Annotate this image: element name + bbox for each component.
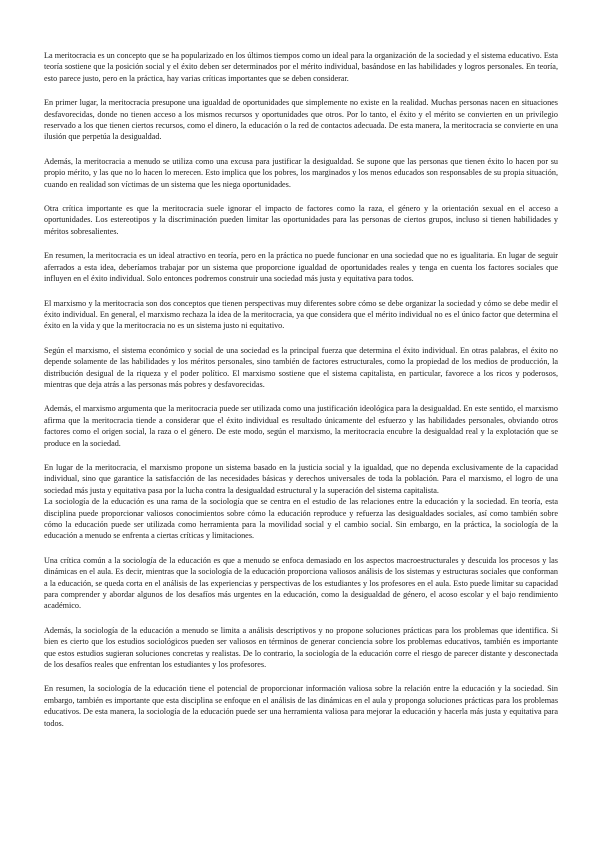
paragraph-justificacion-ideologica: Además, el marxismo argumenta que la meritocracia puede ser utilizada como una justificación ideológica para la desigualdad. En este sentido, el marxismo afirma que la meritocracia tiende a considerar que el éxito individual es resultado únicamente del esfuerzo y las habilidades personales, obviando otros factores como el origen social, la raza o el género. De este modo, según el marxismo, la meritocracia encubre la desigualdad real y la explotación que se produce en la sociedad. bbox=[44, 404, 558, 448]
paragraph-resumen-meritocracia: En resumen, la meritocracia es un ideal atractivo en teoría, pero en la práctica no puede funcionar en una sociedad que no es igualitaria. En lugar de seguir aferrados a esta idea, deberíamos trabajar por un sistema que proporcione igualdad de oportunidades reales y tenga en cuenta los factores sociales que influyen en el éxito individual. Solo entonces podremos construir una sociedad más justa y equitativa para todos. bbox=[44, 251, 558, 284]
paragraph-marxismo-meritocracia: El marxismo y la meritocracia son dos conceptos que tienen perspectivas muy diferentes sobre cómo se debe organizar la sociedad y cómo se debe medir el éxito individual. En general, el marxismo rechaza la idea de la meritocracia, ya que considera que el mérito individual no es el único factor que determina el éxito en la vida y que la meritocracia no es un sistema justo ni equitativo. bbox=[44, 298, 558, 331]
paragraph-igualdad-oportunidades: En primer lugar, la meritocracia presupone una igualdad de oportunidades que simplemente no existe en la realidad. Muchas personas nacen en situaciones desfavorecidas, donde no tienen acceso a los mismos recursos y oportunidades que otros. Por lo tanto, el éxito y el mérito se convierten en un privilegio reservado a los que tienen ciertos recursos, como el dinero, la educación o la red de contactos adecuada. De esta manera, la meritocracia se convierte en una ilusión que perpetúa la desigualdad. bbox=[44, 98, 558, 142]
paragraph-sociologia-educacion: La sociología de la educación es una rama de la sociología que se centra en el estudio de las relaciones entre la educación y la sociedad. En teoría, esta disciplina puede proporcionar valiosos conocimientos sobre cómo la educación reproduce y refuerza las desigualdades sociales, así como también sobre cómo la educación puede ser utilizada como herramienta para la movilidad social y el cambio social. Sin embargo, en la práctica, la sociología de la educación a menudo se enfrenta a ciertas críticas y limitaciones. bbox=[44, 497, 558, 541]
paragraph-meritocracia-intro: La meritocracia es un concepto que se ha popularizado en los últimos tiempos como un ideal para la organización de la sociedad y el sistema educativo. Esta teoría sostiene que la posición social y el éxito deben ser determinados por el mérito individual, basándose en las habilidades y logros personales. En teoría, esto parece justo, pero en la práctica, hay varias críticas importantes que se deben considerar. bbox=[44, 51, 558, 83]
paragraph-resumen-sociologia: En resumen, la sociología de la educación tiene el potencial de proporcionar información valiosa sobre la relación entre la educación y la sociedad. Sin embargo, también es importante que esta disciplina se enfoque en el análisis de las dinámicas en el aula y proponga soluciones prácticas para los problemas educativos. De esta manera, la sociología de la educación puede ser una herramienta valiosa para mejorar la educación y hacerla más justa y equitativa para todos. bbox=[44, 684, 558, 728]
document-body bbox=[44, 50, 558, 742]
paragraph-excusa-desigualdad: Además, la meritocracia a menudo se utiliza como una excusa para justificar la desigualdad. Se supone que las personas que tienen éxito lo hacen por su propio mérito, y las que no lo hacen lo merecen. Esto implica que los pobres, los marginados y los menos educados son responsables de su propia situación, cuando en realidad son víctimas de un sistema que les niega oportunidades. bbox=[44, 156, 558, 189]
paragraph-justicia-social: En lugar de la meritocracia, el marxismo propone un sistema basado en la justicia social y la igualdad, que no dependa exclusivamente de la capacidad individual, sino que garantice la satisfacción de las necesidades básicas y derechos universales de toda la población. Para el marxismo, el logro de una sociedad más justa y equitativa pasa por la lucha contra la desigualdad estructural y la superación del sistema capitalista. bbox=[44, 462, 558, 495]
paragraph-sistema-economico: Según el marxismo, el sistema económico y social de una sociedad es la principal fuerza que determina el éxito individual. En otras palabras, el éxito no depende solamente de las habilidades y los méritos personales, sino también de factores estructurales, como la propiedad de los medios de producción, la distribución desigual de la riqueza y el poder político. El marxismo sostiene que el sistema capitalista, en particular, favorece a los ricos y poderosos, mientras que deja atrás a las personas más pobres y desfavorecidas. bbox=[44, 345, 558, 389]
paragraph-raza-genero: Otra crítica importante es que la meritocracia suele ignorar el impacto de factores como la raza, el género y la orientación sexual en el acceso a oportunidades. Los estereotipos y la discriminación pueden limitar las oportunidades para las personas de ciertos grupos, incluso si tienen habilidades y méritos sobresalientes. bbox=[44, 204, 558, 236]
paragraph-analisis-descriptivos: Además, la sociología de la educación a menudo se limita a análisis descriptivos y no propone soluciones prácticas para los problemas que identifica. Si bien es cierto que los estudios sociológicos pueden ser valiosos en términos de generar conciencia sobre los problemas educativos, también es importante que estos estudios sugieran soluciones concretas y realistas. De lo contrario, la sociología de la educación corre el riesgo de parecer distante y desconectada de los desafíos reales que enfrentan los estudiantes y los profesores. bbox=[44, 625, 558, 670]
paragraph-critica-macroestructural: Una crítica común a la sociología de la educación es que a menudo se enfoca demasiado en los aspectos macroestructurales y descuida los procesos y las dinámicas en el aula. Es decir, mientras que la sociología de la educación proporciona valiosos análisis de los sistemas y estructuras sociales que conforman a la educación, se queda corta en el análisis de las experiencias y perspectivas de los estudiantes y los profesores en el aula. Esto puede limitar su capacidad para comprender y abordar algunos de los desafíos más urgentes en la educación, como la desigualdad de género, el acoso escolar y el bajo rendimiento académico. bbox=[44, 555, 558, 611]
